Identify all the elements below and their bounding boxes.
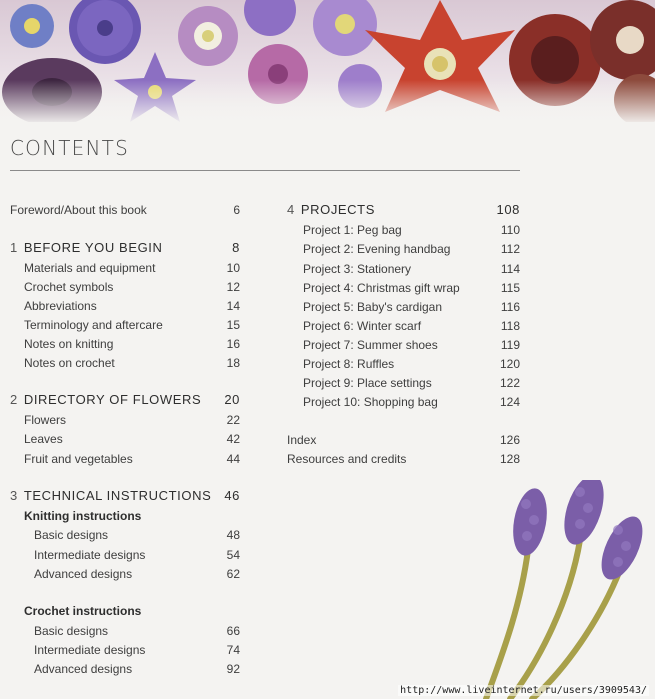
toc-entry-label bbox=[24, 509, 141, 523]
toc-page-number: 44 bbox=[226, 452, 240, 466]
toc-entry-label bbox=[24, 356, 115, 370]
toc-page-number: 128 bbox=[499, 452, 520, 466]
toc-entry-text: Resources and credits bbox=[287, 452, 407, 466]
toc-entry-label bbox=[34, 643, 145, 657]
toc-entry-text: Project 8: Ruffles bbox=[303, 357, 395, 371]
toc-page-number: 115 bbox=[500, 281, 520, 295]
pink-flower-icon bbox=[178, 6, 238, 66]
toc-page-number: 112 bbox=[500, 242, 520, 256]
toc-entry-text: Intermediate designs bbox=[34, 548, 146, 562]
toc-entry-text: Advanced designs bbox=[34, 662, 133, 676]
violet-aster-icon bbox=[69, 0, 141, 64]
toc-entry-label bbox=[10, 241, 163, 255]
blue-flower-icon bbox=[10, 4, 54, 48]
toc-entry-text: Project 3: Stationery bbox=[303, 262, 412, 276]
toc-entry-label bbox=[34, 548, 145, 562]
toc-page-number: 92 bbox=[226, 662, 240, 676]
toc-page-number: 124 bbox=[499, 395, 520, 409]
section-number: 3 bbox=[10, 488, 18, 503]
toc-entry-text: Project 4: Christmas gift wrap bbox=[303, 281, 460, 295]
toc-entry-label bbox=[10, 203, 147, 217]
toc-page-number: 116 bbox=[500, 300, 520, 314]
toc-entry-label bbox=[303, 262, 411, 276]
toc-page-number: 66 bbox=[226, 624, 240, 638]
toc-entry-text: Materials and equipment bbox=[24, 261, 156, 275]
toc-entry-text: PROJECTS bbox=[300, 202, 375, 217]
section-number: 1 bbox=[10, 240, 18, 255]
toc-entry-text: Project 2: Evening handbag bbox=[303, 242, 451, 256]
toc-entry-label bbox=[34, 528, 108, 542]
toc-entry-label bbox=[303, 319, 421, 333]
toc-entry-label bbox=[287, 433, 316, 447]
toc-entry-text: Intermediate designs bbox=[34, 643, 146, 657]
toc-page-number: 114 bbox=[500, 262, 520, 276]
toc-entry-text: Notes on crochet bbox=[24, 356, 115, 370]
toc-entry-label bbox=[24, 604, 141, 618]
toc-page-number: 14 bbox=[226, 299, 240, 313]
toc-page-number: 22 bbox=[226, 413, 240, 427]
toc-entry-label bbox=[303, 223, 402, 237]
toc-entry-text: Project 6: Winter scarf bbox=[303, 319, 422, 333]
toc-entry-label bbox=[303, 281, 460, 295]
toc-entry-text: Project 5: Baby's cardigan bbox=[303, 300, 443, 314]
toc-entry-text: Project 9: Place settings bbox=[303, 376, 432, 390]
toc-entry-text: Foreword/About this book bbox=[10, 203, 147, 217]
toc-entry-text: Terminology and aftercare bbox=[24, 318, 163, 332]
toc-entry-label bbox=[287, 452, 406, 466]
toc-entry-label bbox=[303, 242, 450, 256]
toc-entry-text: BEFORE YOU BEGIN bbox=[23, 240, 163, 255]
toc-page-number: 108 bbox=[496, 202, 520, 217]
flower-banner bbox=[0, 0, 655, 122]
toc-entry-text: Index bbox=[287, 433, 317, 447]
toc-page-number: 110 bbox=[500, 223, 520, 237]
toc-entry-text: Abbreviations bbox=[24, 299, 97, 313]
title-divider bbox=[10, 170, 520, 171]
toc-page-number: 12 bbox=[226, 280, 240, 294]
toc-entry-text: Advanced designs bbox=[34, 567, 133, 581]
toc-page-number: 74 bbox=[226, 643, 240, 657]
toc-page-number: 54 bbox=[226, 548, 240, 562]
toc-entry-label bbox=[24, 261, 155, 275]
toc-page-number: 122 bbox=[499, 376, 520, 390]
toc-page-number: 10 bbox=[226, 261, 240, 275]
toc-page-number: 6 bbox=[233, 203, 240, 217]
lavender-stem-icon bbox=[486, 540, 620, 699]
toc-entry-label bbox=[287, 203, 375, 217]
toc-entry-text: Notes on knitting bbox=[24, 337, 114, 351]
toc-entry-label bbox=[24, 299, 97, 313]
toc-page-number: 48 bbox=[226, 528, 240, 542]
toc-page-number: 20 bbox=[224, 392, 240, 407]
toc-entry-text: Basic designs bbox=[34, 624, 109, 638]
toc-entry-label bbox=[24, 452, 133, 466]
toc-entry-text: Project 1: Peg bag bbox=[303, 223, 402, 237]
toc-entry-label bbox=[10, 393, 201, 407]
toc-entry-label bbox=[24, 413, 66, 427]
toc-entry-label bbox=[34, 567, 132, 581]
toc-entry-label bbox=[303, 376, 432, 390]
toc-page-number: 18 bbox=[226, 356, 240, 370]
toc-entry-label bbox=[10, 489, 211, 503]
toc-entry-text: DIRECTORY OF FLOWERS bbox=[23, 392, 202, 407]
watermark-url: http://www.liveinternet.ru/users/3909543/ bbox=[400, 685, 647, 696]
toc-entry-text: Crochet instructions bbox=[24, 604, 142, 618]
toc-page-number: 42 bbox=[226, 432, 240, 446]
toc-page-number: 126 bbox=[499, 433, 520, 447]
toc-page-number: 8 bbox=[232, 240, 240, 255]
toc-entry-text: Crochet symbols bbox=[24, 280, 114, 294]
toc-entry-label bbox=[303, 338, 438, 352]
toc-entry-label bbox=[303, 395, 438, 409]
section-number: 4 bbox=[287, 202, 295, 217]
toc-entry-text: Knitting instructions bbox=[24, 509, 142, 523]
toc-page-number: 16 bbox=[226, 337, 240, 351]
knitted-lavender-illustration bbox=[470, 480, 655, 699]
toc-entry-text: Fruit and vegetables bbox=[24, 452, 133, 466]
toc-entry-label bbox=[34, 624, 108, 638]
toc-entry-text: TECHNICAL INSTRUCTIONS bbox=[23, 488, 212, 503]
toc-entry-text: Basic designs bbox=[34, 528, 109, 542]
banner-fade bbox=[0, 80, 655, 122]
toc-page-number: 119 bbox=[500, 338, 520, 352]
toc-page-number: 15 bbox=[226, 318, 240, 332]
toc-page-number: 120 bbox=[499, 357, 520, 371]
toc-page-number: 46 bbox=[224, 488, 240, 503]
toc-entry-text: Flowers bbox=[24, 413, 67, 427]
toc-entry-label bbox=[303, 357, 394, 371]
toc-entry-label bbox=[34, 662, 132, 676]
toc-page-number: 62 bbox=[226, 567, 240, 581]
page-title: CONTENTS bbox=[10, 136, 129, 160]
toc-entry-label bbox=[24, 337, 113, 351]
toc-entry-text: Project 7: Summer shoes bbox=[303, 338, 438, 352]
toc-entry-label bbox=[24, 318, 163, 332]
toc-page-number: 118 bbox=[500, 319, 520, 333]
section-number: 2 bbox=[10, 392, 18, 407]
toc-entry-text: Project 10: Shopping bag bbox=[303, 395, 438, 409]
toc-entry-label bbox=[303, 300, 442, 314]
toc-entry-label bbox=[24, 280, 113, 294]
toc-entry-text: Leaves bbox=[24, 432, 63, 446]
toc-entry-label bbox=[24, 432, 63, 446]
